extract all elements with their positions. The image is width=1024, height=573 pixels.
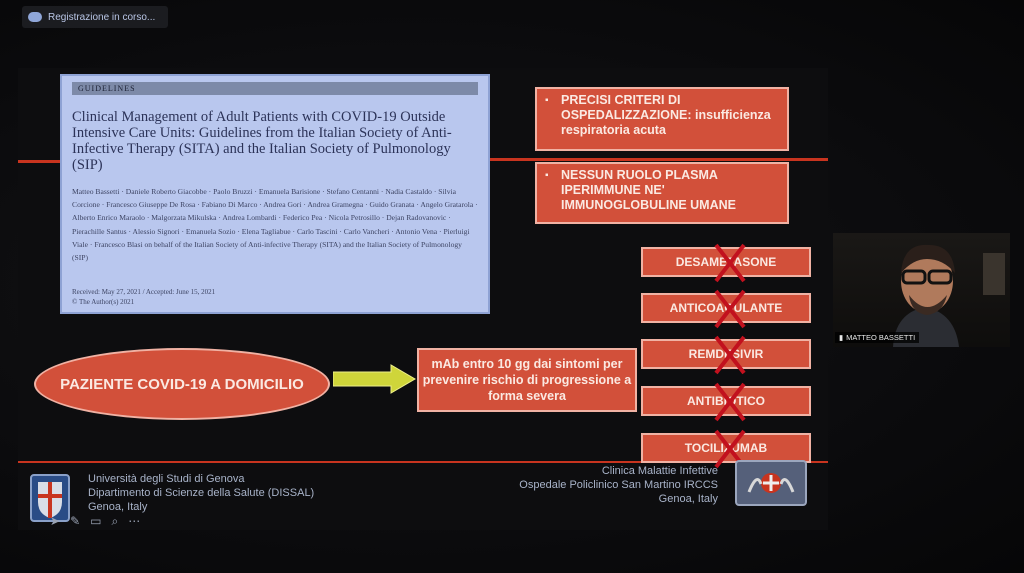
patient-text: PAZIENTE COVID-19 A DOMICILIO [60,375,304,393]
annotation-toolbar [50,514,140,529]
cloud-recording-icon [28,12,42,22]
drug-box [641,339,811,369]
paper-title: Clinical Management of Adult Patients with COVID-19 Outside Intensive Care Units: Guidelines from the Italian Society of Anti-Infective Therapy (SITA) and the Italian Society of Pulmonology (SIP) [72,109,452,173]
paper-card [60,74,490,314]
paper-authors: Matteo Bassetti · Daniele Roberto Giacobbe · Paolo Bruzzi · Emanuela Barisione · Stefano Centanni · Nadia Castaldo · Silvia Corcione · Francesco Giuseppe De Rosa · Fabiano Di Marco · Andrea Gori · Andrea Gramegna · Guido Granata · Angelo Gratarola · Alberto Enrico Maraolo · Malgorzata Mikulska · Andrea Lombardi · Federico Pea · Nicola Petrosillo · Dejan Radovanovic · Pierachille Santus · Alessio Signori · Emanuela Sozio · Elena Tagliabue · Carlo Tascini · Carlo Vancheri · Antonio Vena · Pierluigi Viale · Francesco Blasi on behalf of the Italian Society of Anti-infective Therapy (SITA) and the Italian Society of Pulmonology (SIP) [72,187,478,263]
drug-box [641,433,811,463]
signal-icon: ▮ [839,333,844,342]
recording-label: Registrazione in corso... [48,11,156,23]
patient-ellipse [34,348,330,420]
plasma-box [535,162,789,224]
drug-label: REMDESIVIR [688,347,764,361]
drug-box [641,386,811,416]
drug-label: DESAMETASONE [675,255,777,269]
pen-icon[interactable]: ✎ [70,514,81,528]
recording-indicator[interactable] [22,6,168,28]
plasma-text: NESSUN RUOLO PLASMA IPERIMMUNE NE' IMMUNOGLOBULINE UMANE [561,168,736,212]
criteria-box [535,87,789,151]
drug-label: ANTICOAGULANTE [669,301,783,315]
speaker-silhouette [833,233,1010,347]
drug-box [641,247,811,277]
paper-copyright: © The Author(s) 2021 [72,298,135,306]
highlighter-icon[interactable]: ▭ [90,514,102,528]
slide-accent-line [490,158,828,161]
paper-section-label: GUIDELINES [72,82,478,95]
drug-label: ANTIBIOTICO [687,394,765,408]
crest-icon [737,462,805,504]
cross-icon [713,289,747,329]
participant-video[interactable] [833,233,1010,347]
drug-label: TOCILIZUMAB [684,441,768,455]
footer-university [88,472,314,514]
hospital-logo [735,460,807,506]
zoom-icon[interactable]: ⌕ [111,514,119,528]
criteria-text: PRECISI CRITERI DI OSPEDALIZZAZIONE: insufficienza respiratoria acuta [561,93,771,137]
drug-box [641,293,811,323]
cross-icon [713,243,747,283]
footer-line: Dipartimento di Scienze della Salute (DISSAL) [88,487,315,499]
footer-line: Genoa, Italy [88,501,148,513]
footer-line: Clinica Malattie Infettive [601,465,718,477]
cross-icon [713,335,747,375]
mab-text: mAb entro 10 gg dai sintomi per prevenire rischio di progressione a forma severa [422,357,632,403]
slide-accent-line [18,160,60,163]
cross-icon [713,382,747,422]
cursor-icon[interactable]: ➤ [50,514,61,528]
arrow-right-icon [333,364,417,394]
footer-line: Università degli Studi di Genova [88,473,245,485]
footer-line: Genoa, Italy [658,493,718,505]
more-icon[interactable]: ⋯ [128,514,141,528]
paper-received: Received: May 27, 2021 / Accepted: June 15, 2021 [72,288,216,296]
participant-name-tag [835,332,919,343]
footer-line: Ospedale Policlinico San Martino IRCCS [519,479,718,491]
footer-hospital [519,464,718,506]
mab-box [417,348,637,412]
participant-name: MATTEO BASSETTI [846,333,916,342]
